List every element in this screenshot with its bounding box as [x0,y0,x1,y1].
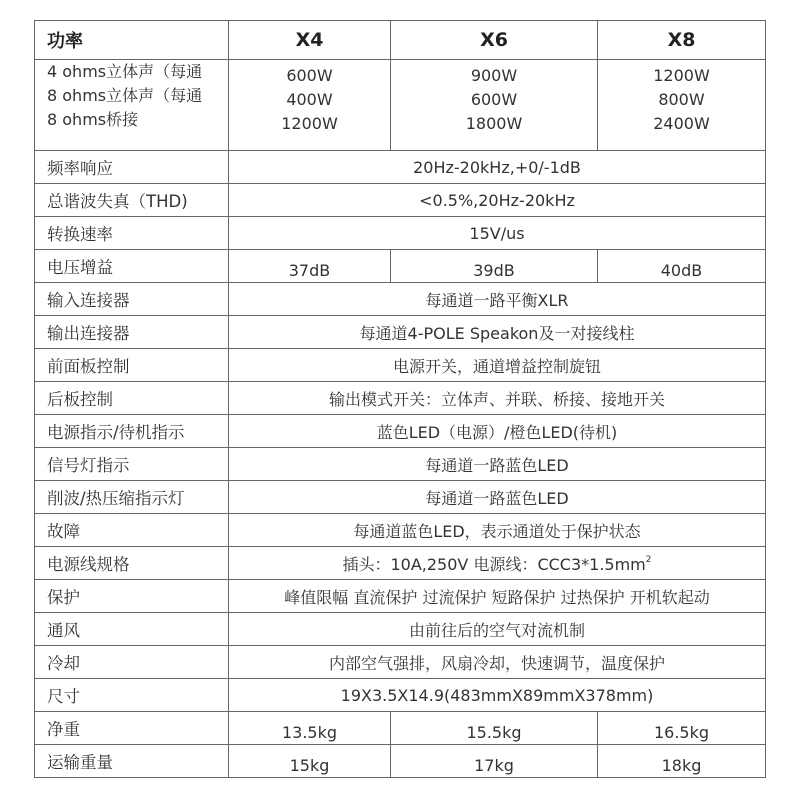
rear-panel-label: 后板控制 [35,382,229,415]
net-weight-row [35,712,766,745]
shipping-weight-x6: 17kg [391,745,598,778]
freq-response-label: 频率响应 [35,151,229,184]
power-indicator-value: 蓝色LED（电源）/橙色LED(待机) [229,415,766,448]
spec-table [34,20,766,778]
output-label: 输出连接器 [35,316,229,349]
cooling-label: 冷却 [35,646,229,679]
power-x8-4ohm: 1200W [653,66,710,85]
front-panel-row [35,349,766,382]
clip-indicator-row [35,481,766,514]
net-weight-x6: 15.5kg [391,712,598,745]
protection-value: 峰值限幅 直流保护 过流保护 短路保护 过热保护 开机软起动 [229,580,766,613]
protection-row [35,580,766,613]
power-x4-bridge: 1200W [281,114,338,133]
power-x4 [229,60,391,151]
power-x4-4ohm: 600W [286,66,333,85]
power-cord-text: 插头：10A,250V 电源线：CCC3*1.5mm [342,554,646,574]
clip-indicator-value: 每通道一路蓝色LED [229,481,766,514]
header-power: 功率 [35,21,229,60]
shipping-weight-x4: 15kg [229,745,391,778]
shipping-weight-x8: 18kg [598,745,766,778]
ventilation-row [35,613,766,646]
clip-indicator-label: 削波/热压缩指示灯 [35,481,229,514]
thd-label: 总谐波失真（THD) [35,184,229,217]
power-x4-8ohm: 400W [286,90,333,109]
net-weight-x8: 16.5kg [598,712,766,745]
output-value: 每通道4-POLE Speakon及一对接线柱 [229,316,766,349]
power-x6 [391,60,598,151]
freq-response-row [35,151,766,184]
power-ratings-row [35,60,766,151]
input-label: 输入连接器 [35,283,229,316]
ventilation-value: 由前往后的空气对流机制 [229,613,766,646]
dimensions-value: 19X3.5X14.9(483mmX89mmX378mm) [229,679,766,712]
signal-indicator-label: 信号灯指示 [35,448,229,481]
rear-panel-value: 输出模式开关：立体声、并联、桥接、接地开关 [229,382,766,415]
header-x6: X6 [391,21,598,60]
rear-panel-row [35,382,766,415]
fault-value: 每通道蓝色LED，表示通道处于保护状态 [229,514,766,547]
power-cord-row [35,547,766,580]
ventilation-label: 通风 [35,613,229,646]
shipping-weight-row [35,745,766,778]
power-indicator-row [35,415,766,448]
power-ratings-labels [35,60,229,151]
power-x6-8ohm: 600W [470,90,518,109]
power-x8-8ohm: 800W [658,90,705,109]
header-x8: X8 [598,21,766,60]
fault-row [35,514,766,547]
signal-indicator-row [35,448,766,481]
power-label-4ohm: 4 ohms立体声（每通 [47,62,203,81]
net-weight-label: 净重 [35,712,229,745]
header-row [35,21,766,60]
slew-rate-value: 15V/us [229,217,766,250]
header-x4: X4 [229,21,391,60]
slew-rate-row [35,217,766,250]
power-x6-4ohm: 900W [470,66,518,85]
fault-label: 故障 [35,514,229,547]
net-weight-x4: 13.5kg [229,712,391,745]
gain-x4: 37dB [229,250,391,283]
input-row [35,283,766,316]
power-cord-label: 电源线规格 [35,547,229,580]
thd-value: <0.5%,20Hz-20kHz [229,184,766,217]
slew-rate-label: 转换速率 [35,217,229,250]
gain-x6: 39dB [391,250,598,283]
protection-label: 保护 [35,580,229,613]
power-x8-bridge: 2400W [653,114,710,133]
gain-x8: 40dB [598,250,766,283]
signal-indicator-value: 每通道一路蓝色LED [229,448,766,481]
output-row [35,316,766,349]
cooling-value: 内部空气强排，风扇冷却，快速调节，温度保护 [229,646,766,679]
input-value: 每通道一路平衡XLR [229,283,766,316]
power-x8 [598,60,766,151]
power-label-bridge: 8 ohms桥接 [47,110,139,129]
gain-label: 电压增益 [35,250,229,283]
front-panel-label: 前面板控制 [35,349,229,382]
freq-response-value: 20Hz-20kHz,+0/-1dB [229,151,766,184]
thd-row [35,184,766,217]
front-panel-value: 电源开关，通道增益控制旋钮 [229,349,766,382]
dimensions-row [35,679,766,712]
power-x6-bridge: 1800W [465,114,523,133]
gain-row [35,250,766,283]
shipping-weight-label: 运输重量 [35,745,229,778]
cooling-row [35,646,766,679]
power-cord-value [229,547,766,580]
power-label-8ohm: 8 ohms立体声（每通 [47,86,203,105]
power-indicator-label: 电源指示/待机指示 [35,415,229,448]
power-cord-superscript: 2 [645,554,652,565]
dimensions-label: 尺寸 [35,679,229,712]
